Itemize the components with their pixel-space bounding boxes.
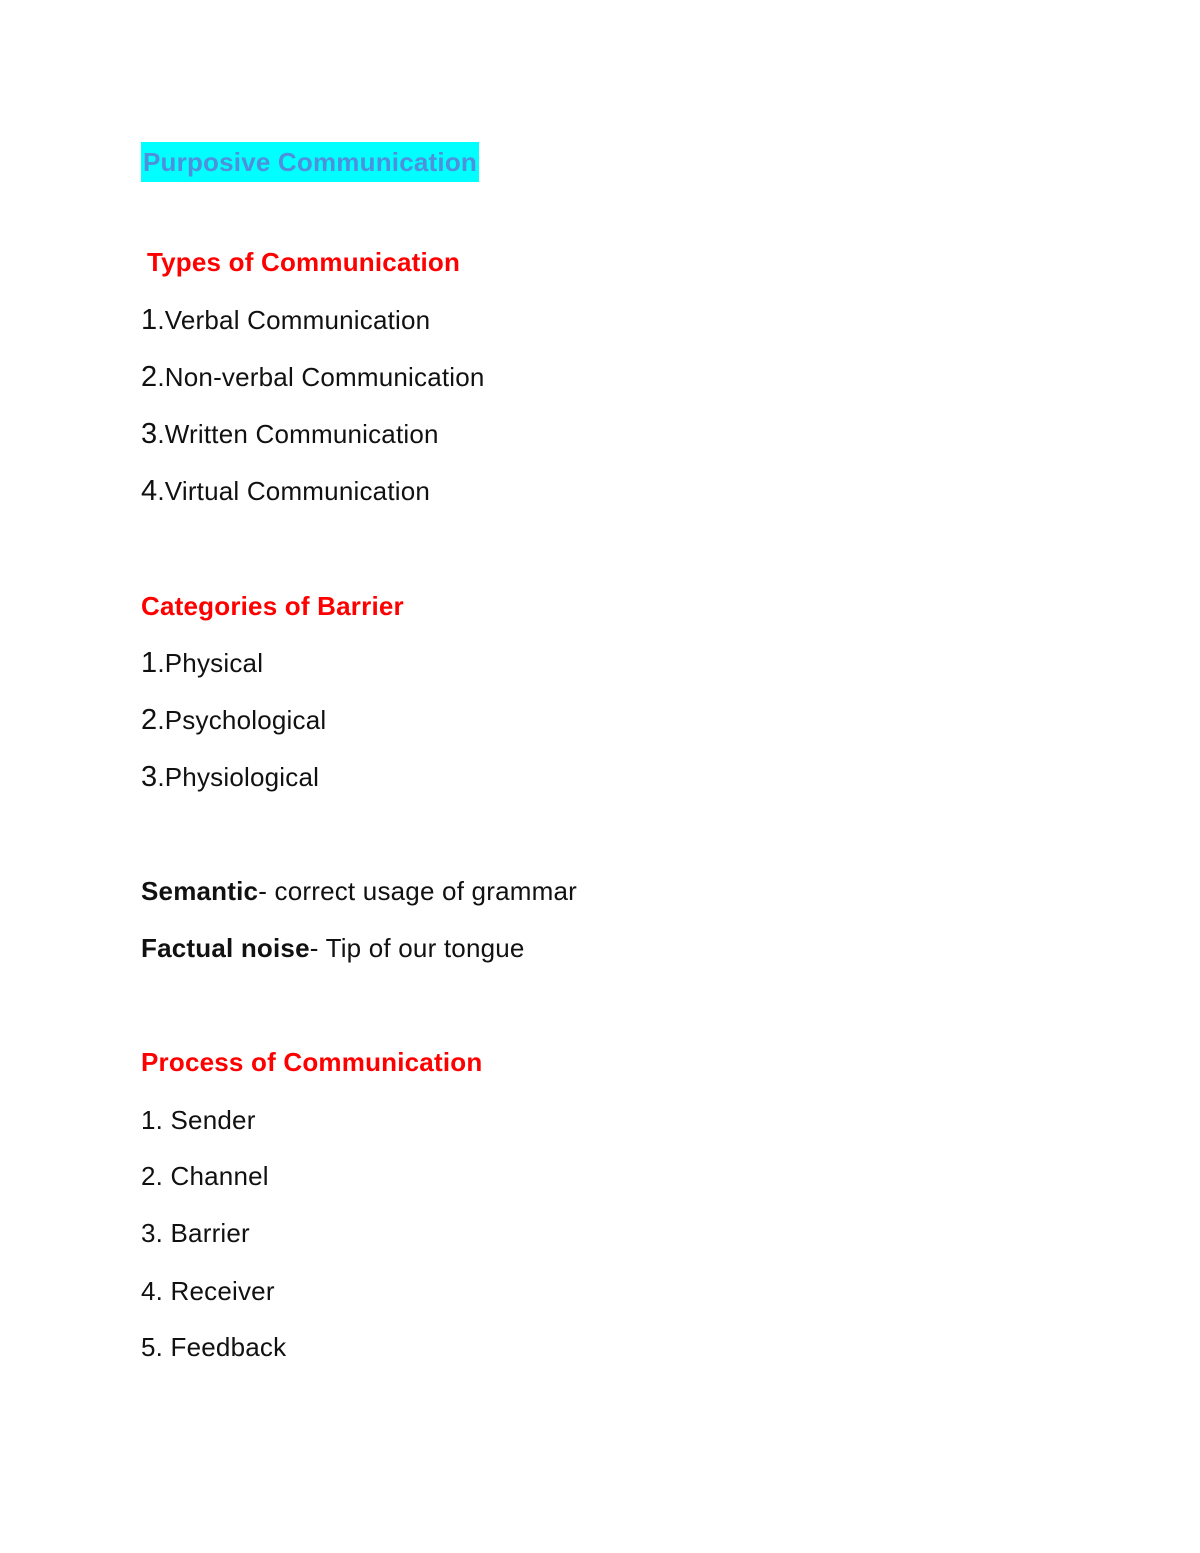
definition-term: Semantic xyxy=(141,876,259,906)
list-item: 4. Receiver xyxy=(141,1276,275,1306)
list-item: 5. Feedback xyxy=(141,1332,287,1362)
list-item-text: .Physical xyxy=(157,648,264,678)
list-item-number: 1 xyxy=(141,304,158,336)
list-item xyxy=(141,302,430,338)
list-item-number: 4 xyxy=(141,475,158,507)
list-item-number: 2 xyxy=(141,361,158,393)
list-item-number: 2 xyxy=(141,704,158,736)
definition-text: - correct usage of grammar xyxy=(258,876,577,906)
list-item xyxy=(141,645,263,681)
list-item: 2. Channel xyxy=(141,1161,269,1191)
list-item-text: .Non-verbal Communication xyxy=(157,362,485,392)
definition-factual-noise xyxy=(141,930,525,966)
list-item-number: 1 xyxy=(141,647,158,679)
process-heading: Process of Communication xyxy=(141,1047,483,1077)
types-heading: Types of Communication xyxy=(147,247,461,277)
list-item xyxy=(141,759,319,795)
list-item: 1. Sender xyxy=(141,1105,256,1135)
list-item-text: .Virtual Communication xyxy=(157,476,431,506)
list-item-number: 3 xyxy=(141,418,158,450)
definition-text: - Tip of our tongue xyxy=(309,933,525,963)
list-item: 3. Barrier xyxy=(141,1218,250,1248)
list-item-text: .Written Communication xyxy=(157,419,439,449)
document-title: Purposive Communication xyxy=(141,142,479,182)
definition-semantic xyxy=(141,873,577,909)
list-item xyxy=(141,416,439,452)
list-item-number: 3 xyxy=(141,761,158,793)
list-item-text: .Psychological xyxy=(157,705,327,735)
list-item xyxy=(141,473,430,509)
list-item-text: .Verbal Communication xyxy=(157,305,431,335)
list-item xyxy=(141,359,485,395)
list-item xyxy=(141,702,326,738)
list-item-text: .Physiological xyxy=(157,762,320,792)
barrier-heading: Categories of Barrier xyxy=(141,591,404,621)
definition-term: Factual noise xyxy=(141,933,310,963)
